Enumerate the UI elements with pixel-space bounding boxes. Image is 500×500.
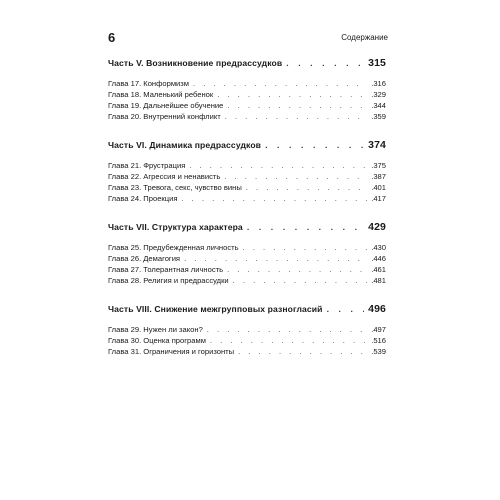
toc-chapter <box>108 111 386 122</box>
toc-chapter <box>108 346 386 357</box>
dot-leader <box>286 58 364 68</box>
toc-chapter <box>108 324 386 335</box>
dot-leader <box>210 335 367 346</box>
toc-chapter <box>108 171 386 182</box>
dot-leader <box>193 78 367 89</box>
table-of-contents <box>108 57 386 374</box>
toc-chapter-page: .329 <box>371 90 386 99</box>
toc-chapter-title: Глава 27. Толерантная личность <box>108 265 224 274</box>
toc-chapter <box>108 242 386 253</box>
dot-leader <box>246 182 367 193</box>
dot-leader <box>217 89 367 100</box>
toc-part-page: 374 <box>368 139 386 151</box>
toc-chapter-page: .461 <box>371 265 386 274</box>
dot-leader <box>233 275 368 286</box>
dot-leader <box>225 111 368 122</box>
toc-chapter-title: Глава 18. Маленький ребенок <box>108 90 214 99</box>
toc-part <box>108 57 386 122</box>
toc-part <box>108 303 386 357</box>
toc-chapter-page: .344 <box>371 101 386 110</box>
toc-chapter-title: Глава 28. Религия и предрассудки <box>108 276 229 285</box>
toc-part-title: Часть V. Возникновение предрассудков <box>108 58 283 68</box>
dot-leader <box>265 140 364 150</box>
toc-chapter-page: .481 <box>371 276 386 285</box>
toc-chapter-title: Глава 21. Фрустрация <box>108 161 186 170</box>
toc-chapter-page: .316 <box>371 79 386 88</box>
toc-chapter-title: Глава 24. Проекция <box>108 194 178 203</box>
dot-leader <box>227 264 367 275</box>
toc-chapter-page: .497 <box>371 325 386 334</box>
toc-chapter-page: .539 <box>371 347 386 356</box>
toc-chapter-page: .516 <box>371 336 386 345</box>
dot-leader <box>207 324 367 335</box>
toc-chapter <box>108 253 386 264</box>
toc-chapter-page: .430 <box>371 243 386 252</box>
toc-chapter-page: .417 <box>371 194 386 203</box>
toc-part-heading <box>108 221 386 242</box>
running-head: Содержание <box>341 33 388 42</box>
page-number: 6 <box>108 30 116 45</box>
toc-chapter <box>108 182 386 193</box>
toc-chapter-title: Глава 20. Внутренний конфликт <box>108 112 221 121</box>
toc-chapter <box>108 160 386 171</box>
toc-part-title: Часть VIII. Снижение межгрупповых разногласий <box>108 304 323 314</box>
toc-part-heading <box>108 303 386 324</box>
toc-part-page: 429 <box>368 221 386 233</box>
toc-part-title: Часть VI. Динамика предрассудков <box>108 140 262 150</box>
toc-chapter <box>108 78 386 89</box>
toc-part-page: 315 <box>368 57 386 69</box>
toc-chapter <box>108 264 386 275</box>
dot-leader <box>327 304 365 314</box>
toc-part <box>108 221 386 286</box>
toc-chapter-page: .359 <box>371 112 386 121</box>
toc-chapter-title: Глава 30. Оценка программ <box>108 336 206 345</box>
toc-chapter-page: .446 <box>371 254 386 263</box>
toc-chapter-page: .387 <box>371 172 386 181</box>
toc-chapter-title: Глава 26. Демагогия <box>108 254 181 263</box>
toc-chapter-title: Глава 22. Агрессия и ненависть <box>108 172 221 181</box>
toc-chapter-title: Глава 19. Дальнейшее обучение <box>108 101 224 110</box>
dot-leader <box>184 253 367 264</box>
toc-part-title: Часть VII. Структура характера <box>108 222 243 232</box>
toc-part-heading <box>108 57 386 78</box>
dot-leader <box>227 100 367 111</box>
toc-chapter-page: .375 <box>371 161 386 170</box>
dot-leader <box>238 346 367 357</box>
dot-leader <box>181 193 367 204</box>
dot-leader <box>189 160 367 171</box>
toc-chapter <box>108 335 386 346</box>
toc-chapter <box>108 275 386 286</box>
toc-chapter <box>108 100 386 111</box>
toc-chapter-title: Глава 17. Конформизм <box>108 79 189 88</box>
toc-chapter-title: Глава 23. Тревога, секс, чувство вины <box>108 183 242 192</box>
toc-part-page: 496 <box>368 303 386 315</box>
toc-chapter-title: Глава 25. Предубежденная личность <box>108 243 239 252</box>
toc-chapter-page: .401 <box>371 183 386 192</box>
dot-leader <box>247 222 364 232</box>
toc-chapter-title: Глава 29. Нужен ли закон? <box>108 325 203 334</box>
toc-chapter-title: Глава 31. Ограничения и горизонты <box>108 347 235 356</box>
dot-leader <box>243 242 368 253</box>
toc-part <box>108 139 386 204</box>
dot-leader <box>224 171 367 182</box>
toc-part-heading <box>108 139 386 160</box>
toc-chapter <box>108 89 386 100</box>
toc-chapter <box>108 193 386 204</box>
